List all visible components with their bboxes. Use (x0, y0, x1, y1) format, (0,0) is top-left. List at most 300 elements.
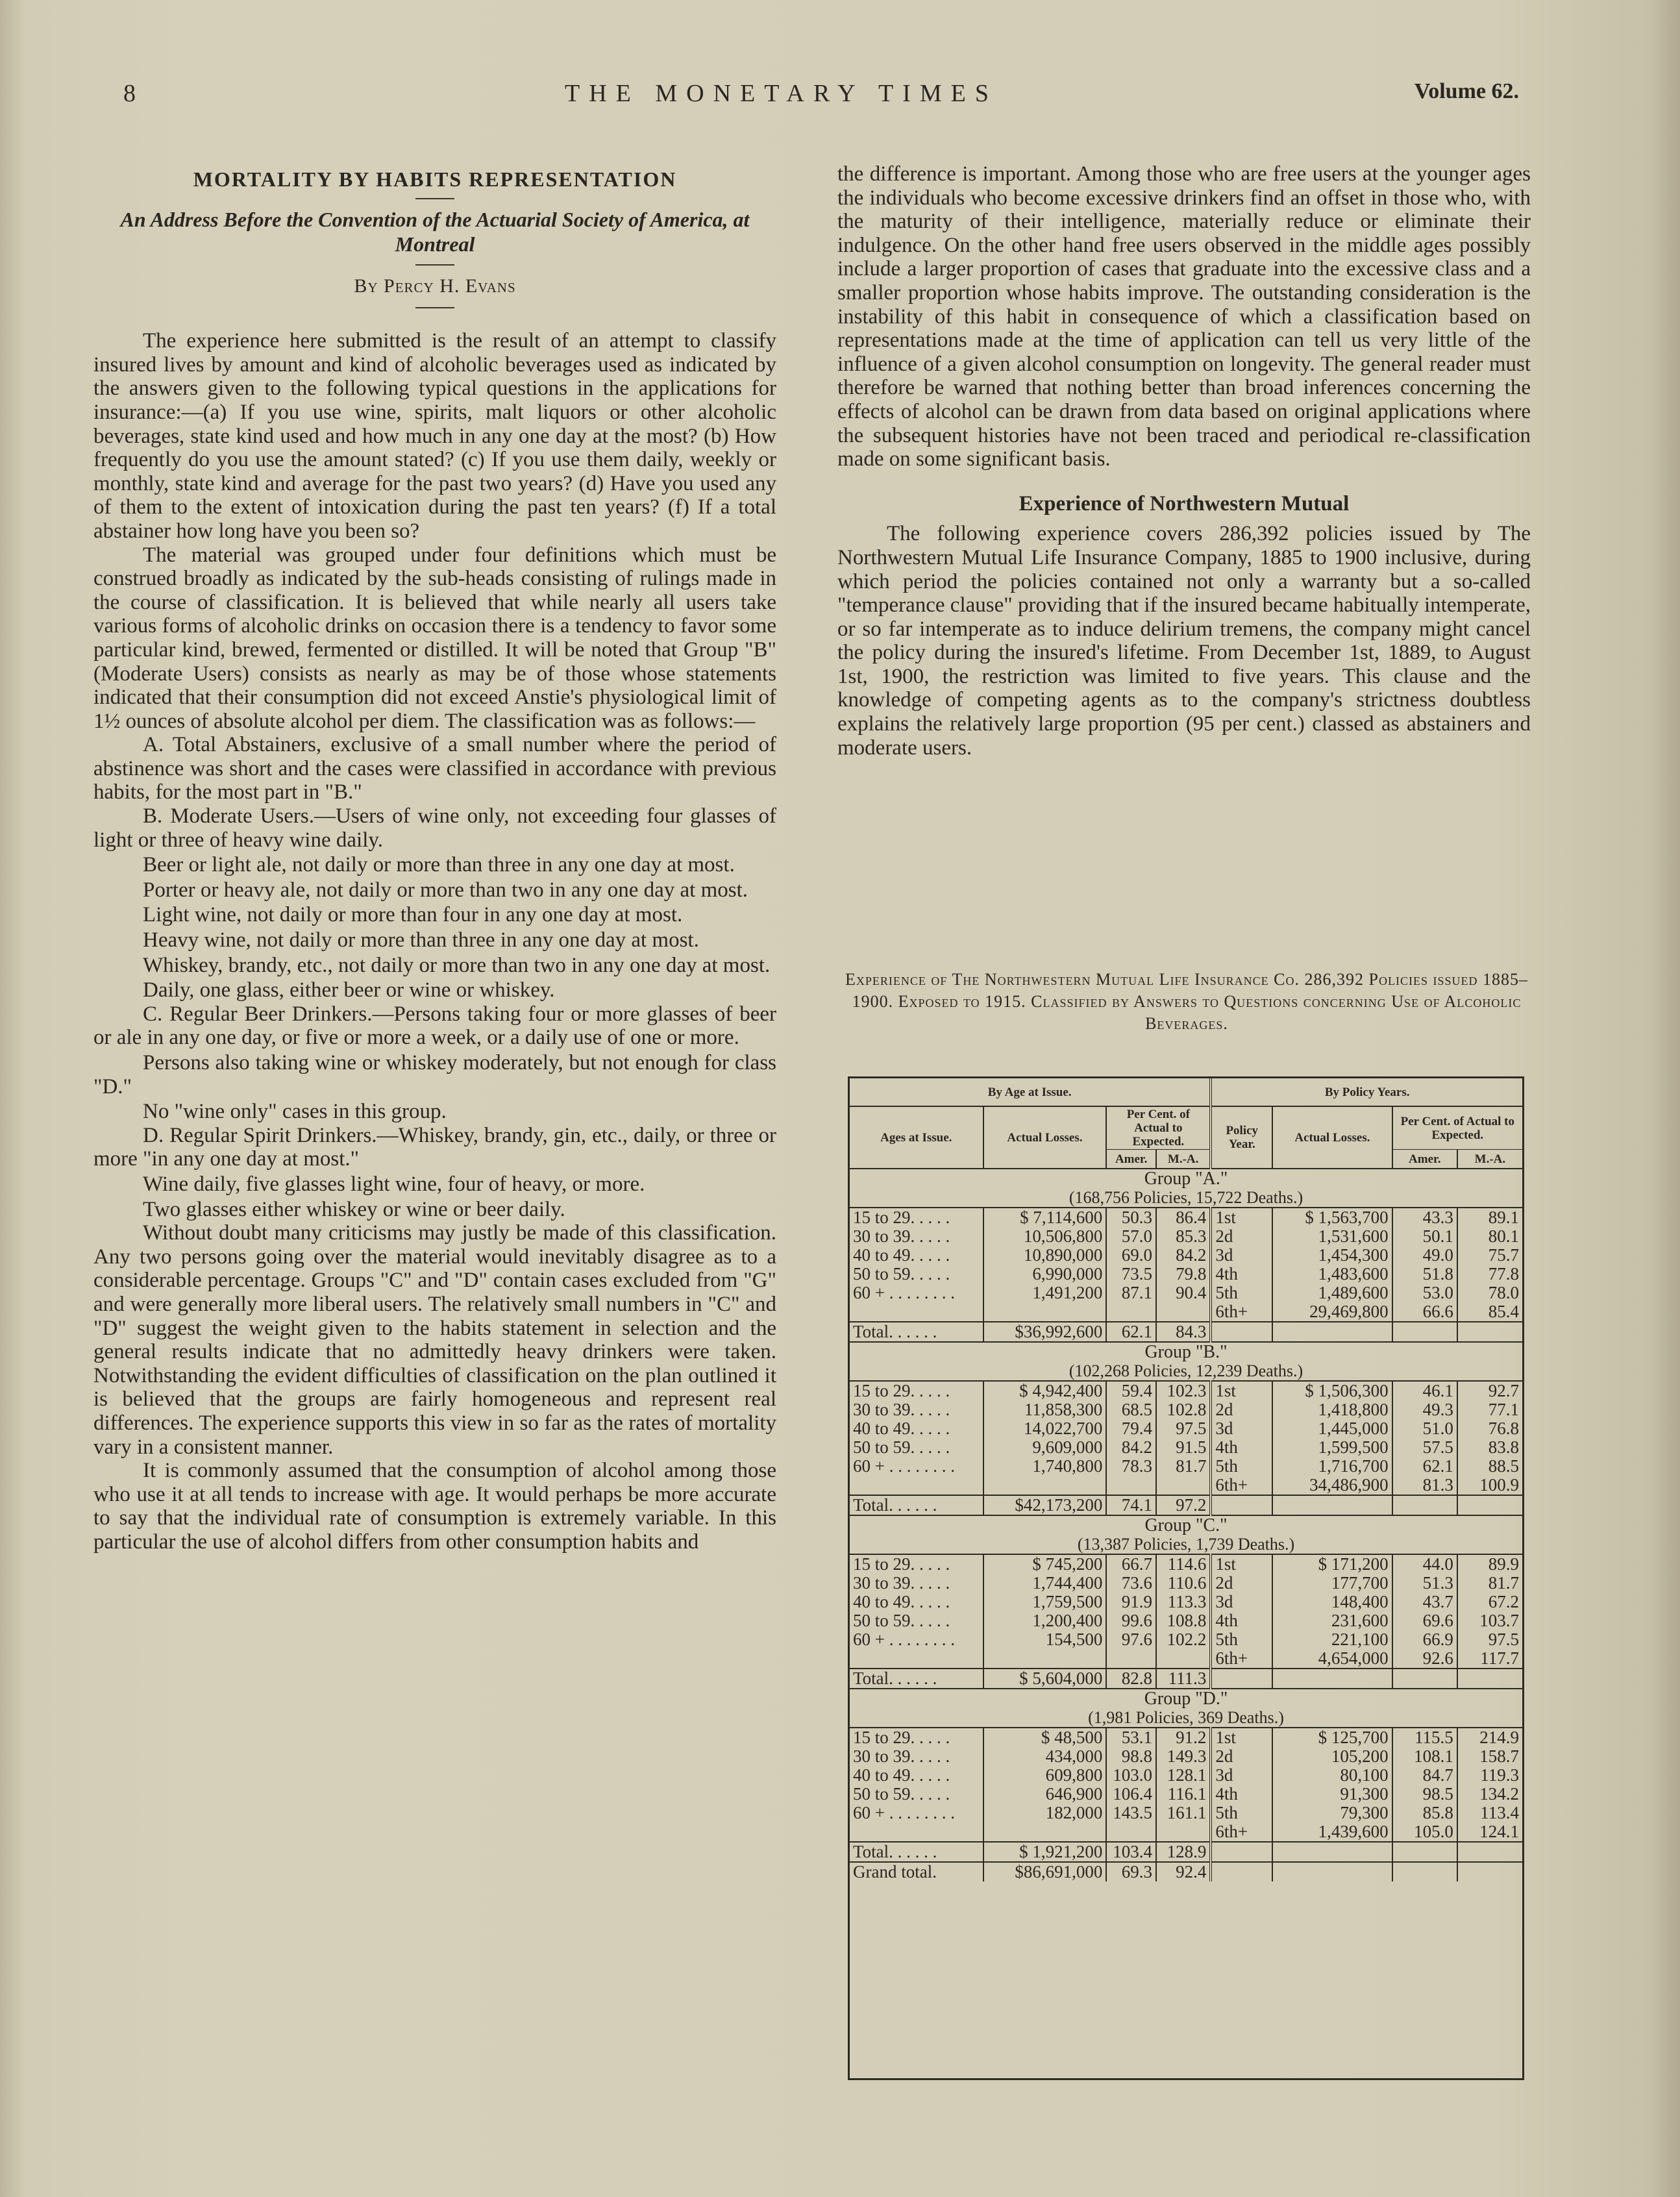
ma-cell: 128.1 (1156, 1766, 1211, 1785)
policy-year-cell: 6th+ (1211, 1302, 1272, 1322)
table-row (850, 1438, 1522, 1457)
ma-cell: 114.6 (1156, 1554, 1211, 1574)
amer-cell: 84.2 (1106, 1438, 1156, 1457)
policy-year-cell: 3d (1211, 1766, 1272, 1785)
ma-cell (1156, 1822, 1211, 1842)
body-paragraph: Heavy wine, not daily or more than three in any one day at most. (143, 928, 699, 952)
page-number: 8 (123, 80, 136, 107)
loss-cell: 154,500 (983, 1630, 1107, 1649)
table-row (850, 1284, 1522, 1302)
policy-year-cell: 1st (1211, 1381, 1272, 1400)
policy-ma-cell: 113.4 (1457, 1804, 1522, 1822)
total-ma: 111.3 (1156, 1669, 1211, 1689)
table-row (850, 1822, 1522, 1842)
loss-cell: 182,000 (983, 1804, 1107, 1822)
right-column (837, 162, 1531, 760)
policy-year-cell: 4th (1211, 1785, 1272, 1804)
policy-loss-cell: 148,400 (1272, 1593, 1392, 1611)
body-paragraph: D. Regular Spirit Drinkers.—Whiskey, brandy, gin, etc., daily, or three or more "in any one day at most." (93, 1123, 776, 1171)
policy-loss-cell: 80,100 (1272, 1766, 1392, 1785)
body-paragraph: the difference is important. Among those who are free users at the younger ages the individuals who become excessive drinkers find an offset in those who, with the maturity of their intelligence, materially reduce or eliminate their indulgence. On the other hand free users observed in the middle ages possibly include a larger proportion of cases that graduate into the excessive class and a smaller proportion whose habits improve. The outstanding consideration is the instability of this habit in consequence of which a classification based on representations made at the time of application can tell us very little of the influence of a given alcohol consumption on longevity. The general reader must therefore be warned that nothing better than broad inferences concerning the effects of alcohol can be drawn from data based on original applications where the subsequent histories have not been traced and periodical re-classification made on some significant basis. (837, 162, 1531, 471)
group-description: (13,387 Policies, 1,739 Deaths.) (850, 1535, 1522, 1554)
header-per-cent-policy: Per Cent. of Actual to Expected. (1392, 1106, 1522, 1150)
body-paragraph: Persons also taking wine or whiskey moderately, but not enough for class "D." (93, 1051, 776, 1098)
policy-loss-cell: $ 171,200 (1272, 1554, 1392, 1574)
empty-cell (1392, 1862, 1457, 1881)
total-row (850, 1842, 1522, 1862)
grand-total-row (850, 1862, 1522, 1881)
loss-cell (983, 1822, 1107, 1842)
ma-cell: 110.6 (1156, 1574, 1211, 1593)
loss-cell: $ 745,200 (983, 1554, 1107, 1574)
policy-ma-cell: 124.1 (1457, 1822, 1522, 1842)
policy-ma-cell: 67.2 (1457, 1593, 1522, 1611)
ma-cell: 108.8 (1156, 1611, 1211, 1630)
amer-cell (1106, 1302, 1156, 1322)
amer-cell: 78.3 (1106, 1457, 1156, 1476)
policy-year-cell: 2d (1211, 1400, 1272, 1419)
table-row (850, 1227, 1522, 1246)
total-amer: 74.1 (1106, 1495, 1156, 1515)
age-cell: 30 to 39. . . . . (853, 1400, 950, 1419)
total-ma: 128.9 (1156, 1842, 1211, 1862)
grand-total-label: Grand total. (850, 1862, 983, 1881)
loss-cell: 11,858,300 (983, 1400, 1107, 1419)
group-desc-row (850, 1535, 1522, 1554)
age-cell (850, 1302, 983, 1322)
table-row (850, 1785, 1522, 1804)
body-paragraph: Daily, one glass, either beer or wine or whiskey. (143, 978, 555, 1002)
policy-year-cell: 5th (1211, 1457, 1272, 1476)
table-row (850, 1630, 1522, 1649)
table-row (850, 1246, 1522, 1265)
table-row (850, 1766, 1522, 1785)
ma-cell (1156, 1476, 1211, 1495)
policy-amer-cell: 66.6 (1392, 1302, 1457, 1322)
total-ma: 97.2 (1156, 1495, 1211, 1515)
header-actual-losses: Actual Losses. (983, 1106, 1107, 1169)
policy-year-cell: 5th (1211, 1284, 1272, 1302)
article-title: MORTALITY BY HABITS REPRESENTATION (193, 168, 677, 191)
policy-ma-cell: 158.7 (1457, 1747, 1522, 1766)
age-cell: 15 to 29. . . . . (853, 1554, 950, 1574)
empty-cell (1211, 1322, 1272, 1342)
loss-cell: 9,609,000 (983, 1438, 1107, 1457)
total-row (850, 1495, 1522, 1515)
policy-loss-cell: 79,300 (1272, 1804, 1392, 1822)
byline-rule (415, 307, 454, 308)
amer-cell (1106, 1649, 1156, 1669)
body-paragraph: The material was grouped under four definitions which must be construed broadly as indicated by the sub-heads consisting of rulings made in the course of classification. It is believed that while nearly all users take various forms of alcoholic drinks on occasion there is a tendency to favor some particular kind, brewed, fermented or distilled. It will be noted that Group "B" (Moderate Users) consists as nearly as may be of those whose statements indicated that their consumption did not exceed Anstie's physiological limit of 1½ ounces of absolute alcohol per diem. The classification was as follows:— (93, 543, 776, 733)
amer-cell: 73.6 (1106, 1574, 1156, 1593)
amer-cell: 68.5 (1106, 1400, 1156, 1419)
empty-cell (1392, 1322, 1457, 1342)
policy-year-cell: 4th (1211, 1265, 1272, 1284)
table-row (850, 1649, 1522, 1669)
policy-ma-cell: 103.7 (1457, 1611, 1522, 1630)
policy-amer-cell: 51.8 (1392, 1265, 1457, 1284)
policy-loss-cell: 1,483,600 (1272, 1265, 1392, 1284)
header-per-cent: Per Cent. of Actual to Expected. (1106, 1106, 1211, 1150)
policy-amer-cell: 51.3 (1392, 1574, 1457, 1593)
policy-amer-cell: 92.6 (1392, 1649, 1457, 1669)
loss-cell (983, 1302, 1107, 1322)
total-amer: 62.1 (1106, 1322, 1156, 1342)
amer-cell: 79.4 (1106, 1419, 1156, 1438)
policy-loss-cell: 1,489,600 (1272, 1284, 1392, 1302)
loss-cell: 609,800 (983, 1766, 1107, 1785)
age-cell: 50 to 59. . . . . (853, 1784, 950, 1804)
policy-amer-cell: 43.3 (1392, 1208, 1457, 1227)
policy-ma-cell: 75.7 (1457, 1246, 1522, 1265)
policy-amer-cell: 81.3 (1392, 1476, 1457, 1495)
policy-year-cell: 3d (1211, 1419, 1272, 1438)
policy-amer-cell: 57.5 (1392, 1438, 1457, 1457)
header-amer: Amer. (1106, 1150, 1156, 1169)
policy-ma-cell: 85.4 (1457, 1302, 1522, 1322)
body-paragraph: No "wine only" cases in this group. (143, 1100, 447, 1124)
amer-cell: 98.8 (1106, 1747, 1156, 1766)
ma-cell: 149.3 (1156, 1747, 1211, 1766)
grand-total-amer: 69.3 (1106, 1862, 1156, 1881)
page-header (123, 79, 1519, 118)
group-title-row (850, 1689, 1522, 1708)
empty-cell (1457, 1862, 1522, 1881)
table-row (850, 1208, 1522, 1227)
amer-cell: 97.6 (1106, 1630, 1156, 1649)
loss-cell: $ 7,114,600 (983, 1208, 1107, 1227)
policy-loss-cell: 1,439,600 (1272, 1822, 1392, 1842)
total-label: Total. . . . . . (850, 1669, 983, 1689)
header-by-policy: By Policy Years. (1211, 1078, 1522, 1106)
total-loss: $42,173,200 (983, 1495, 1107, 1515)
age-cell: 15 to 29. . . . . (853, 1728, 950, 1747)
age-cell: 60 + . . . . . . . . (853, 1630, 955, 1649)
policy-loss-cell: 221,100 (1272, 1630, 1392, 1649)
loss-cell: 1,740,800 (983, 1457, 1107, 1476)
ma-cell: 84.2 (1156, 1246, 1211, 1265)
policy-ma-cell: 80.1 (1457, 1227, 1522, 1246)
policy-year-cell: 1st (1211, 1728, 1272, 1747)
age-cell: 40 to 49. . . . . (853, 1245, 950, 1265)
group-description: (168,756 Policies, 15,722 Deaths.) (850, 1188, 1522, 1208)
table-row (850, 1593, 1522, 1611)
body-paragraph: Whiskey, brandy, etc., not daily or more than two in any one day at most. (143, 953, 771, 977)
policy-loss-cell: $ 125,700 (1272, 1728, 1392, 1747)
table-row (850, 1400, 1522, 1419)
empty-cell (1392, 1669, 1457, 1689)
ma-cell: 85.3 (1156, 1227, 1211, 1246)
amer-cell: 69.0 (1106, 1246, 1156, 1265)
total-ma: 84.3 (1156, 1322, 1211, 1342)
amer-cell: 50.3 (1106, 1208, 1156, 1227)
table-row (850, 1265, 1522, 1284)
body-paragraph: Two glasses either whiskey or wine or beer daily. (143, 1197, 565, 1221)
header-ma-policy: M.-A. (1457, 1150, 1522, 1169)
ma-cell: 91.5 (1156, 1438, 1211, 1457)
table-row (850, 1457, 1522, 1476)
policy-amer-cell: 84.7 (1392, 1766, 1457, 1785)
body-paragraph: The experience here submitted is the result of an attempt to classify insured lives by amount and kind of alcoholic beverages used as indicated by the answers given to the following typical questions in the applications for insurance:—(a) If you use wine, spirits, malt liquors or other alcoholic beverages, state kind used and how much in any one day at the most? (b) How frequently do you use the amount stated? (c) If you use them daily, weekly or monthly, state kind and average for the past two years? (d) Have you used any of them to the extent of intoxication during the past ten years? (f) If a total abstainer how long have you been so? (93, 329, 776, 543)
group-name: Group "A." (850, 1169, 1522, 1188)
body-paragraph: Porter or heavy ale, not daily or more than two in any one day at most. (143, 878, 748, 902)
policy-ma-cell: 134.2 (1457, 1785, 1522, 1804)
table-body (850, 1169, 1522, 1881)
loss-cell: $ 48,500 (983, 1728, 1107, 1747)
ma-cell: 102.8 (1156, 1400, 1211, 1419)
policy-amer-cell: 43.7 (1392, 1593, 1457, 1611)
body-paragraph: Beer or light ale, not daily or more than three in any one day at most. (143, 853, 735, 877)
section-heading: Experience of Northwestern Mutual (1019, 491, 1350, 515)
empty-cell (1272, 1322, 1392, 1342)
age-cell: 30 to 39. . . . . (853, 1573, 950, 1593)
body-paragraph: C. Regular Beer Drinkers.—Persons taking four or more glasses of beer or ale in any one day, or five or more a week, or a daily use of one or more. (93, 1002, 776, 1050)
policy-ma-cell: 77.1 (1457, 1400, 1522, 1419)
policy-year-cell: 6th+ (1211, 1476, 1272, 1495)
left-column (93, 162, 776, 1554)
group-title-row (850, 1169, 1522, 1188)
policy-year-cell: 3d (1211, 1593, 1272, 1611)
amer-cell: 106.4 (1106, 1785, 1156, 1804)
policy-ma-cell: 76.8 (1457, 1419, 1522, 1438)
policy-amer-cell: 85.8 (1392, 1804, 1457, 1822)
loss-cell: 10,890,000 (983, 1246, 1107, 1265)
header-policy-year: Policy Year. (1211, 1106, 1272, 1169)
ma-cell (1156, 1302, 1211, 1322)
header-by-age: By Age at Issue. (850, 1078, 1211, 1106)
policy-ma-cell: 97.5 (1457, 1630, 1522, 1649)
policy-loss-cell: 1,418,800 (1272, 1400, 1392, 1419)
table-caption: Experience of The Northwestern Mutual Life Insurance Co. 286,392 Policies issued 1885–1900. Exposed to 1915. Classified by Answers to Questions concerning Use of Alcoholic Beverages. (845, 970, 1528, 1033)
group-title-row (850, 1342, 1522, 1361)
policy-ma-cell: 81.7 (1457, 1574, 1522, 1593)
amer-cell: 73.5 (1106, 1265, 1156, 1284)
table-row (850, 1611, 1522, 1630)
policy-loss-cell: 105,200 (1272, 1747, 1392, 1766)
policy-loss-cell: 34,486,900 (1272, 1476, 1392, 1495)
experience-table-grid (850, 1078, 1522, 1881)
policy-amer-cell: 46.1 (1392, 1381, 1457, 1400)
ma-cell: 116.1 (1156, 1785, 1211, 1804)
policy-ma-cell: 89.9 (1457, 1554, 1522, 1574)
group-description: (1,981 Policies, 369 Deaths.) (850, 1708, 1522, 1728)
age-cell: 30 to 39. . . . . (853, 1226, 950, 1246)
loss-cell: 646,900 (983, 1785, 1107, 1804)
empty-cell (1272, 1495, 1392, 1515)
amer-cell: 57.0 (1106, 1227, 1156, 1246)
ma-cell: 90.4 (1156, 1284, 1211, 1302)
loss-cell: 1,744,400 (983, 1574, 1107, 1593)
empty-cell (1211, 1842, 1272, 1862)
policy-year-cell: 5th (1211, 1804, 1272, 1822)
policy-amer-cell: 115.5 (1392, 1728, 1457, 1747)
policy-loss-cell: 1,445,000 (1272, 1419, 1392, 1438)
table-row (850, 1476, 1522, 1495)
policy-loss-cell: 1,599,500 (1272, 1438, 1392, 1457)
age-cell: 40 to 49. . . . . (853, 1592, 950, 1611)
header-ma: M.-A. (1156, 1150, 1211, 1169)
article-subtitle: An Address Before the Convention of the Actuarial Society of America, at Montreal (120, 207, 750, 256)
total-loss: $36,992,600 (983, 1322, 1107, 1342)
empty-cell (1211, 1862, 1272, 1881)
group-name: Group "D." (850, 1689, 1522, 1708)
policy-year-cell: 4th (1211, 1438, 1272, 1457)
ma-cell: 102.2 (1156, 1630, 1211, 1649)
policy-year-cell: 1st (1211, 1554, 1272, 1574)
body-paragraph: A. Total Abstainers, exclusive of a small number where the period of abstinence was short and the cases were classified in accordance with previous habits, for the most part in "B." (93, 733, 776, 804)
policy-amer-cell: 105.0 (1392, 1822, 1457, 1842)
policy-loss-cell: $ 1,563,700 (1272, 1208, 1392, 1227)
ma-cell: 91.2 (1156, 1728, 1211, 1747)
loss-cell: $ 4,942,400 (983, 1381, 1107, 1400)
policy-loss-cell: 29,469,800 (1272, 1302, 1392, 1322)
policy-loss-cell: $ 1,506,300 (1272, 1381, 1392, 1400)
empty-cell (1457, 1495, 1522, 1515)
loss-cell (983, 1476, 1107, 1495)
ma-cell: 79.8 (1156, 1265, 1211, 1284)
amer-cell: 91.9 (1106, 1593, 1156, 1611)
empty-cell (1457, 1322, 1522, 1342)
table-row (850, 1728, 1522, 1747)
header-ages: Ages at Issue. (850, 1106, 983, 1169)
amer-cell: 53.1 (1106, 1728, 1156, 1747)
age-cell: 60 + . . . . . . . . (853, 1456, 955, 1476)
loss-cell: 1,759,500 (983, 1593, 1107, 1611)
age-cell: 60 + . . . . . . . . (853, 1283, 955, 1302)
policy-ma-cell: 78.0 (1457, 1284, 1522, 1302)
policy-ma-cell: 77.8 (1457, 1265, 1522, 1284)
policy-amer-cell: 44.0 (1392, 1554, 1457, 1574)
amer-cell: 143.5 (1106, 1804, 1156, 1822)
subtitle-rule (415, 264, 454, 266)
age-cell (850, 1649, 983, 1669)
policy-year-cell: 6th+ (1211, 1822, 1272, 1842)
grand-total-loss: $86,691,000 (983, 1862, 1107, 1881)
policy-loss-cell: 177,700 (1272, 1574, 1392, 1593)
policy-year-cell: 2d (1211, 1747, 1272, 1766)
age-cell: 60 + . . . . . . . . (853, 1803, 955, 1822)
policy-year-cell: 1st (1211, 1208, 1272, 1227)
loss-cell: 1,200,400 (983, 1611, 1107, 1630)
policy-ma-cell: 100.9 (1457, 1476, 1522, 1495)
title-rule (415, 198, 454, 199)
group-name: Group "B." (850, 1342, 1522, 1361)
policy-amer-cell: 69.6 (1392, 1611, 1457, 1630)
total-label: Total. . . . . . (850, 1495, 983, 1515)
policy-amer-cell: 108.1 (1392, 1747, 1457, 1766)
grand-total-ma: 92.4 (1156, 1862, 1211, 1881)
policy-ma-cell: 83.8 (1457, 1438, 1522, 1457)
policy-ma-cell: 89.1 (1457, 1208, 1522, 1227)
table-row (850, 1302, 1522, 1322)
policy-loss-cell: 1,454,300 (1272, 1246, 1392, 1265)
policy-amer-cell: 62.1 (1392, 1457, 1457, 1476)
header-actual-losses-policy: Actual Losses. (1272, 1106, 1392, 1169)
empty-cell (1211, 1495, 1272, 1515)
policy-ma-cell: 214.9 (1457, 1728, 1522, 1747)
age-cell: 40 to 49. . . . . (853, 1765, 950, 1785)
group-desc-row (850, 1188, 1522, 1208)
table-row (850, 1804, 1522, 1822)
policy-amer-cell: 98.5 (1392, 1785, 1457, 1804)
empty-cell (1392, 1842, 1457, 1862)
policy-loss-cell: 4,654,000 (1272, 1649, 1392, 1669)
table-row (850, 1419, 1522, 1438)
age-cell: 50 to 59. . . . . (853, 1611, 950, 1630)
policy-amer-cell: 49.3 (1392, 1400, 1457, 1419)
policy-amer-cell: 50.1 (1392, 1227, 1457, 1246)
policy-year-cell: 2d (1211, 1227, 1272, 1246)
body-paragraph: B. Moderate Users.—Users of wine only, not exceeding four glasses of light or three of heavy wine daily. (93, 804, 776, 852)
empty-cell (1211, 1669, 1272, 1689)
total-loss: $ 1,921,200 (983, 1842, 1107, 1862)
table-row (850, 1381, 1522, 1400)
body-paragraph: Without doubt many criticisms may justly be made of this classification. Any two persons going over the material would inevitably disagree as to a considerable percentage. Groups "C" and "D" contain cases excluded from "G" and were generally more liberal users. The relatively small numbers in "C" and "D" suggest the weight given to the habits statement in selection and the general results indicate that no admittedly heavy drinkers were taken. Notwithstanding the evident difficulties of classification on the plan outlined it is believed that the groups are fairly homogeneous and represent real differences. The experience supports this view in so far as the rates of mortality vary in a consistent manner. (93, 1221, 776, 1459)
amer-cell (1106, 1822, 1156, 1842)
ma-cell: 161.1 (1156, 1804, 1211, 1822)
empty-cell (1272, 1842, 1392, 1862)
total-row (850, 1322, 1522, 1342)
loss-cell: 6,990,000 (983, 1265, 1107, 1284)
policy-loss-cell: 1,531,600 (1272, 1227, 1392, 1246)
empty-cell (1457, 1842, 1522, 1862)
publication-title: THE MONETARY TIMES (565, 80, 998, 107)
volume-label: Volume 62. (1414, 79, 1519, 103)
body-paragraph: Wine daily, five glasses light wine, four of heavy, or more. (143, 1172, 645, 1196)
total-label: Total. . . . . . (850, 1842, 983, 1862)
empty-cell (1457, 1669, 1522, 1689)
loss-cell: 434,000 (983, 1747, 1107, 1766)
loss-cell: 10,506,800 (983, 1227, 1107, 1246)
body-paragraph: The following experience covers 286,392 policies issued by The Northwestern Mutual Life Insurance Company, 1885 to 1900 inclusive, during which period the policies contained not only a warranty but a so-called "temperance clause" providing that if the insured became habitually intemperate, or so far intemperate as to induce delirium tremens, the company might cancel the policy during the insured's lifetime. From December 1st, 1889, to August 1st, 1900, the restriction was limited to five years. This clause and the knowledge of competing agents as to the company's strictness doubtless explains the relatively large proportion (95 per cent.) classed as abstainers and moderate users. (837, 522, 1531, 760)
age-cell: 30 to 39. . . . . (853, 1746, 950, 1766)
policy-amer-cell: 53.0 (1392, 1284, 1457, 1302)
table-row (850, 1747, 1522, 1766)
header-amer-policy: Amer. (1392, 1150, 1457, 1169)
policy-ma-cell: 88.5 (1457, 1457, 1522, 1476)
policy-year-cell: 4th (1211, 1611, 1272, 1630)
policy-year-cell: 5th (1211, 1630, 1272, 1649)
ma-cell: 81.7 (1156, 1457, 1211, 1476)
amer-cell (1106, 1476, 1156, 1495)
ma-cell: 86.4 (1156, 1208, 1211, 1227)
loss-cell: 1,491,200 (983, 1284, 1107, 1302)
age-cell: 15 to 29. . . . . (853, 1208, 950, 1227)
age-cell: 40 to 49. . . . . (853, 1419, 950, 1438)
group-desc-row (850, 1361, 1522, 1381)
policy-ma-cell: 92.7 (1457, 1381, 1522, 1400)
ma-cell (1156, 1649, 1211, 1669)
left-body (93, 329, 776, 1554)
total-label: Total. . . . . . (850, 1322, 983, 1342)
amer-cell: 87.1 (1106, 1284, 1156, 1302)
group-desc-row (850, 1708, 1522, 1728)
age-cell (850, 1476, 983, 1495)
total-loss: $ 5,604,000 (983, 1669, 1107, 1689)
policy-year-cell: 6th+ (1211, 1649, 1272, 1669)
empty-cell (1272, 1669, 1392, 1689)
empty-cell (1392, 1495, 1457, 1515)
ma-cell: 97.5 (1156, 1419, 1211, 1438)
total-row (850, 1669, 1522, 1689)
group-name: Group "C." (850, 1515, 1522, 1535)
policy-loss-cell: 91,300 (1272, 1785, 1392, 1804)
policy-ma-cell: 117.7 (1457, 1649, 1522, 1669)
empty-cell (1272, 1862, 1392, 1881)
body-paragraph: Light wine, not daily or more than four in any one day at most. (143, 903, 683, 927)
total-amer: 82.8 (1106, 1669, 1156, 1689)
group-title-row (850, 1515, 1522, 1535)
